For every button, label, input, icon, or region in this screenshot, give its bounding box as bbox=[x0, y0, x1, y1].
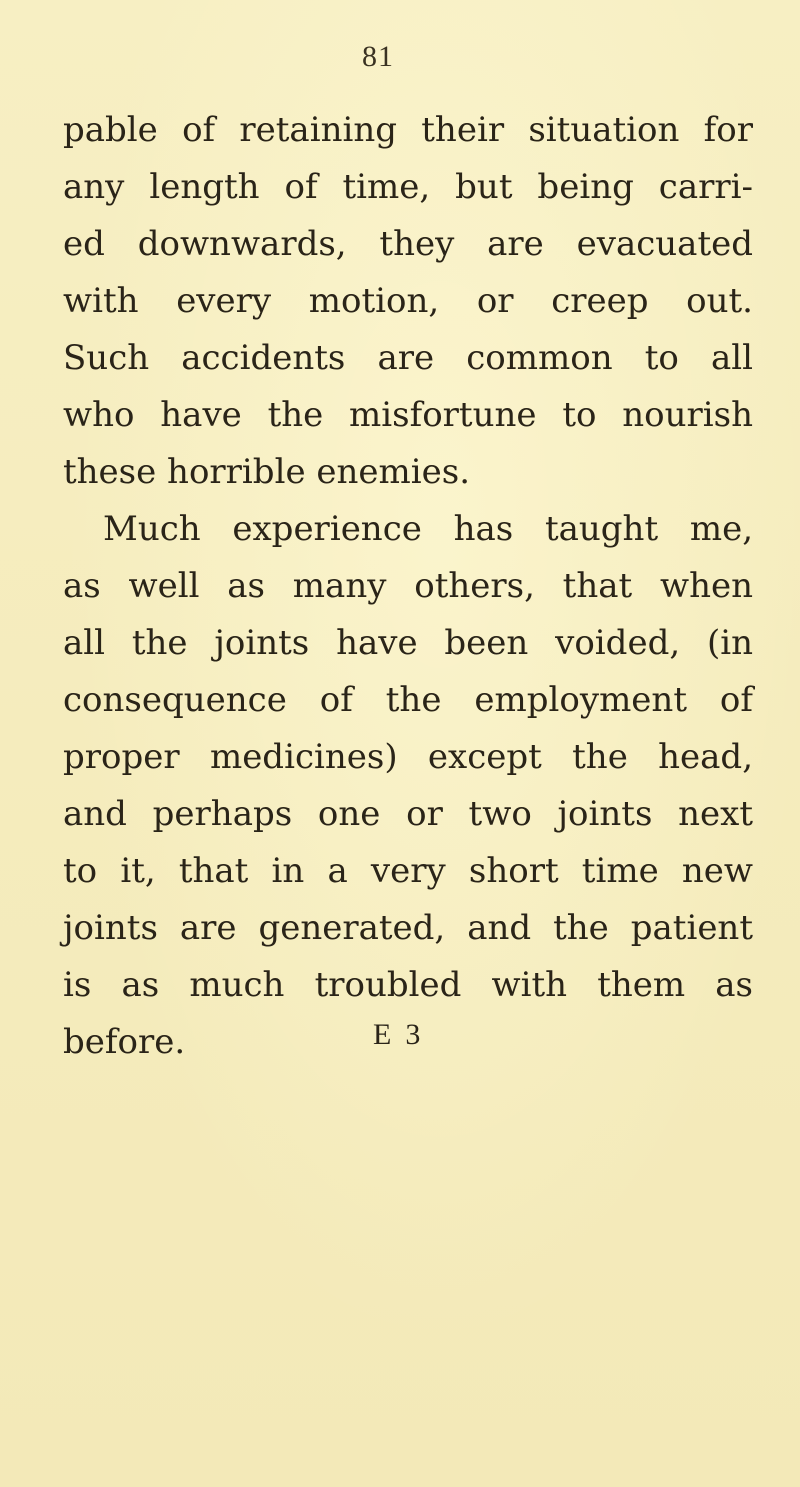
text-line: consequence of the employment of bbox=[63, 680, 753, 720]
signature-number: 3 bbox=[405, 1018, 421, 1051]
text-line: joints are generated, and the patient bbox=[63, 908, 753, 948]
text-line: pable of retaining their situation for bbox=[63, 110, 753, 150]
body-text bbox=[63, 102, 753, 1071]
text-line: Such accidents are common to all bbox=[63, 338, 753, 378]
signature-mark bbox=[373, 1018, 420, 1052]
text-line: before. bbox=[63, 1022, 186, 1062]
text-line: any length of time, but being carri- bbox=[63, 167, 753, 207]
text-line: these horrible enemies. bbox=[63, 452, 471, 492]
text-line: as well as many others, that when bbox=[63, 566, 753, 606]
text-line: is as much troubled with them as bbox=[63, 965, 753, 1005]
text-line: ed downwards, they are evacuated bbox=[63, 224, 753, 264]
text-line: with every motion, or creep out. bbox=[63, 281, 753, 321]
text-line: to it, that in a very short time new bbox=[63, 851, 753, 891]
signature-letter: E bbox=[373, 1018, 392, 1051]
text-line: proper medicines) except the head, bbox=[63, 737, 753, 777]
text-line: who have the misfortune to nourish bbox=[63, 395, 753, 435]
text-line: all the joints have been voided, (in bbox=[63, 623, 753, 663]
paragraph-start-line: Much experience has taught me, bbox=[103, 509, 753, 549]
text-line: and perhaps one or two joints next bbox=[63, 794, 753, 834]
page-number: 81 bbox=[362, 40, 394, 73]
